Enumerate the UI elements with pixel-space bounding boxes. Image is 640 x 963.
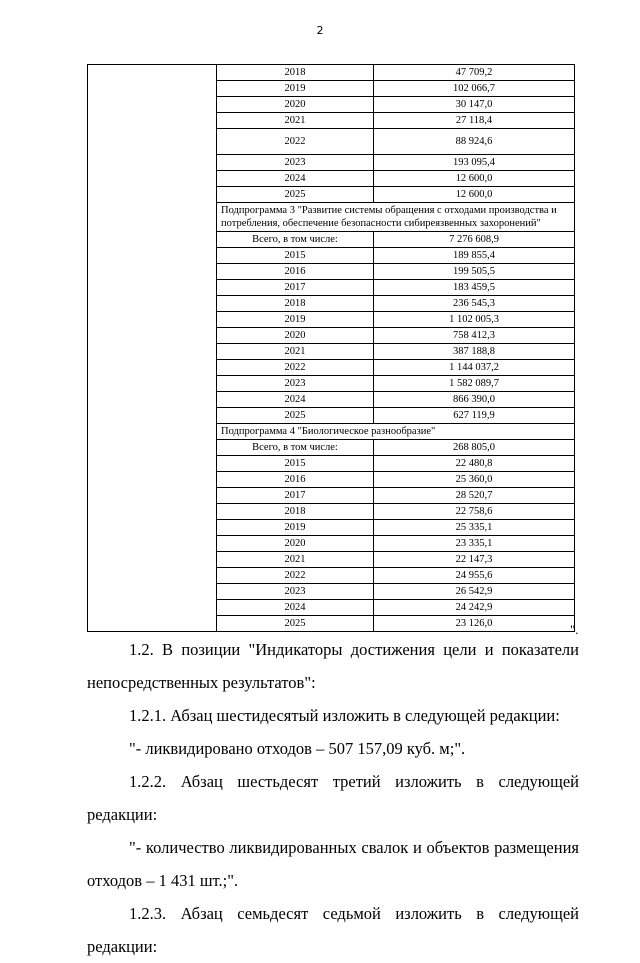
paragraph-quote-1: "- ликвидировано отходов – 507 157,09 куб. м;".	[129, 739, 466, 758]
year-cell: 2022	[217, 129, 374, 155]
year-cell: 2024	[217, 392, 374, 408]
paragraph-1-2-2: 1.2.2. Абзац шестьдесят третий изложить в следующей редакции:	[87, 772, 579, 824]
year-cell: 2015	[217, 248, 374, 264]
value-cell: 30 147,0	[374, 97, 575, 113]
year-cell: 2021	[217, 552, 374, 568]
page-number: 2	[316, 24, 324, 37]
year-cell: 2022	[217, 360, 374, 376]
year-cell: 2020	[217, 97, 374, 113]
value-cell: 28 520,7	[374, 488, 575, 504]
subprogram-title: Подпрограмма 4 "Биологическое разнообразие"	[217, 424, 575, 440]
body-text	[87, 633, 579, 963]
subprogram-title: Подпрограмма 3 "Развитие системы обращения с отходами производства и потребления, обеспечение безопасности сибиреязвенных захоронений"	[217, 203, 575, 232]
value-cell: 22 480,8	[374, 456, 575, 472]
year-cell: 2019	[217, 520, 374, 536]
value-cell: 26 542,9	[374, 584, 575, 600]
year-cell: 2023	[217, 155, 374, 171]
year-cell: 2018	[217, 296, 374, 312]
value-cell: 23 335,1	[374, 536, 575, 552]
value-cell: 24 242,9	[374, 600, 575, 616]
year-cell: 2020	[217, 328, 374, 344]
value-cell: 758 412,3	[374, 328, 575, 344]
value-cell: 183 459,5	[374, 280, 575, 296]
total-label: Всего, в том числе:	[217, 232, 374, 248]
year-cell: 2020	[217, 536, 374, 552]
year-cell: 2019	[217, 312, 374, 328]
year-cell: 2019	[217, 81, 374, 97]
value-cell: 189 855,4	[374, 248, 575, 264]
value-cell: 236 545,3	[374, 296, 575, 312]
value-cell: 627 119,9	[374, 408, 575, 424]
year-cell: 2017	[217, 280, 374, 296]
year-cell: 2022	[217, 568, 374, 584]
year-cell: 2025	[217, 616, 374, 632]
total-label: Всего, в том числе:	[217, 440, 374, 456]
value-cell: 47 709,2	[374, 65, 575, 81]
year-cell: 2015	[217, 456, 374, 472]
closing-quote: ".	[570, 622, 579, 637]
year-cell: 2023	[217, 584, 374, 600]
year-cell: 2024	[217, 600, 374, 616]
year-cell: 2016	[217, 472, 374, 488]
table-left-empty-cell	[88, 65, 217, 632]
year-cell: 2025	[217, 408, 374, 424]
value-cell: 193 095,4	[374, 155, 575, 171]
year-cell: 2021	[217, 113, 374, 129]
value-cell: 1 144 037,2	[374, 360, 575, 376]
year-cell: 2018	[217, 504, 374, 520]
value-cell: 12 600,0	[374, 187, 575, 203]
value-cell: 387 188,8	[374, 344, 575, 360]
year-cell: 2023	[217, 376, 374, 392]
value-cell: 22 758,6	[374, 504, 575, 520]
value-cell: 102 066,7	[374, 81, 575, 97]
value-cell: 12 600,0	[374, 171, 575, 187]
year-cell: 2018	[217, 65, 374, 81]
paragraph-quote-2: "- количество ликвидированных свалок и объектов размещения отходов – 1 431 шт.;".	[87, 838, 579, 890]
value-cell: 199 505,5	[374, 264, 575, 280]
value-cell: 1 582 089,7	[374, 376, 575, 392]
value-cell: 25 335,1	[374, 520, 575, 536]
funding-table	[87, 64, 575, 632]
value-cell: 23 126,0	[374, 616, 575, 632]
total-value: 7 276 608,9	[374, 232, 575, 248]
paragraph-1-2-3: 1.2.3. Абзац семьдесят седьмой изложить в следующей редакции:	[87, 904, 579, 956]
year-cell: 2025	[217, 187, 374, 203]
value-cell: 88 924,6	[374, 129, 575, 155]
paragraph-1-2: 1.2. В позиции "Индикаторы достижения цели и показатели непосредственных результатов":	[87, 640, 579, 692]
value-cell: 27 118,4	[374, 113, 575, 129]
value-cell: 24 955,6	[374, 568, 575, 584]
year-cell: 2017	[217, 488, 374, 504]
total-value: 268 805,0	[374, 440, 575, 456]
value-cell: 866 390,0	[374, 392, 575, 408]
paragraph-1-2-1: 1.2.1. Абзац шестидесятый изложить в следующей редакции:	[129, 706, 560, 725]
value-cell: 22 147,3	[374, 552, 575, 568]
year-cell: 2021	[217, 344, 374, 360]
year-cell: 2016	[217, 264, 374, 280]
value-cell: 25 360,0	[374, 472, 575, 488]
value-cell: 1 102 005,3	[374, 312, 575, 328]
table-row	[88, 65, 575, 81]
year-cell: 2024	[217, 171, 374, 187]
